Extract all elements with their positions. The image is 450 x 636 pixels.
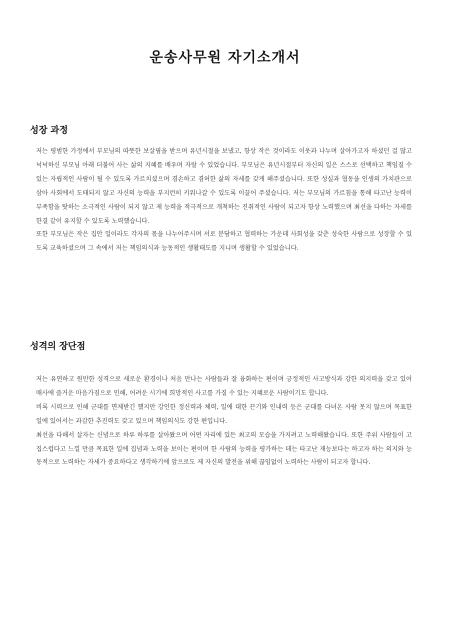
paragraph: 또한 부모님은 작은 집안 일이라도 각자의 몫을 나누어주시며 서로 분담하고 협력하는 가운데 사회성을 갖춘 성숙한 사람으로 성장할 수 있도록 교육하셨으며 그 속에서 저는 책임의식과 능동적인 생활태도를 지니며 생활할 수 있었습니다. — [36, 231, 412, 253]
paragraph: 저는 평범한 가정에서 부모님의 따뜻한 보살핌을 받으며 유년시절을 보냈고, 항상 작은 것이라도 이웃과 나누며 살아가고자 하셨던 걸 많고 넉넉하신 부모님 아래 더불어 사는 삶의 지혜를 배우며 자랄 수 있었습니다. 부모님은 유년시절부터 자신의 일은 스스로 선택하고 책임질 수 있는 자립적인 사람이 될 수 있도록 가르치셨으며 겸손하고 겸허한 삶의 자세를 갖게 해주셨습니다. 또한 성실과 협동을 인생의 가치관으로 삼아 사회에서 도태되지 않고 자신의 능력을 부지런히 키워나갈 수 있도록 이끌어 주셨습니다. 저는 부모님의 가르침을 통해 타고난 능력이 부족함을 탓하는 소극적인 사람이 되지 않고 제 능력을 적극적으로 개척하는 진취적인 사람이 되고자 항상 노력했으며 최선을 다하는 자세를 한결 같이 유지할 수 있도록 노력했습니다. — [36, 148, 412, 225]
paragraph: 저는 유연하고 원만한 성격으로 새로운 환경이나 처음 만나는 사람들과 잘 융화하는 편이며 긍정적인 사고방식과 강한 의지력을 갖고 있어 매사에 즐거운 마음가짐으로 인해, 어려운 시기에 희망적인 사고를 가질 수 있는 지혜로운 사람이기도 합니다. — [36, 376, 412, 397]
section-body-growth — [36, 145, 412, 256]
section-body-personality — [36, 373, 412, 470]
document-title: 운송사무원 자기소개서 — [149, 50, 301, 66]
section-heading-growth: 성장 과정 — [30, 126, 68, 136]
section-heading-personality: 성격의 장단점 — [30, 342, 86, 352]
paragraph: 최선을 다해서 살자는 신념으로 하루 하루를 살아왔으며 어떤 자리에 있든 최고의 모습을 가지려고 노력해왔습니다. 또한 주위 사람들이 고집스럽다고 느낄 만큼 목표한 일에 집념과 노력을 보이는 편이며 한 사람의 능력을 평가하는 데는 타고난 재능보다는 하고자 하는 의지와 능동적으로 노력하는 자세가 중요하다고 생각하기에 앞으로도 제 자신의 발전을 위해 끊임없이 노력하는 사람이 되고자 합니다. — [36, 431, 412, 467]
paragraph: 비록 시력으로 인해 군대를 면제받긴 했지만 강인한 정신력과 체력, 일에 대한 끈기와 인내력 등은 군대를 다녀온 사람 못지 않으며 목표한 일에 있어서는 과감한 추진력도 갖고 있으며 책임의식도 강한 편입니다. — [36, 403, 412, 425]
